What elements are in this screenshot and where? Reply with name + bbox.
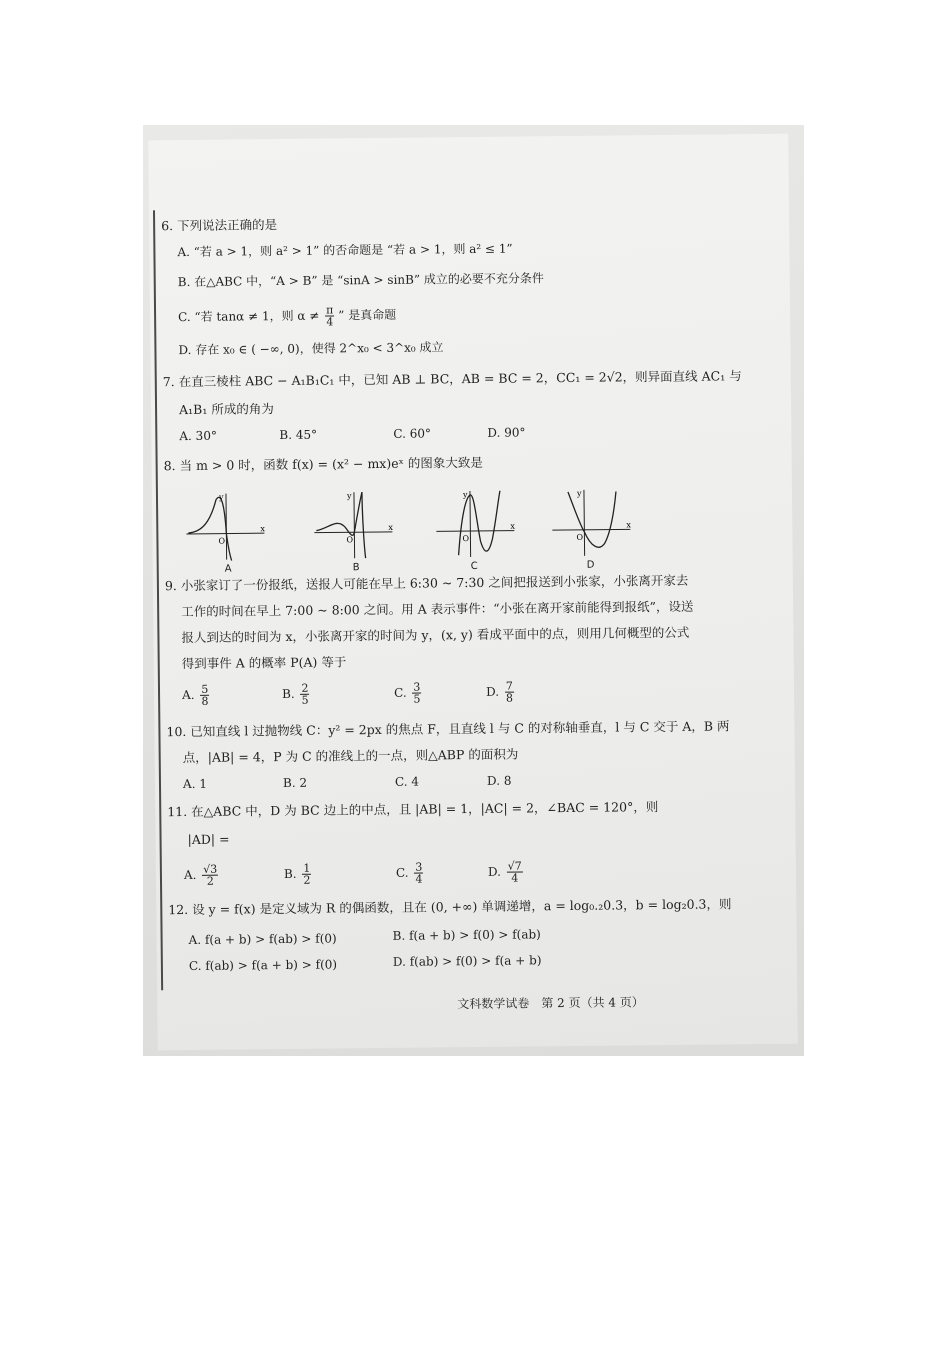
q8-label-c: C bbox=[470, 560, 478, 573]
q9-b-num: 2 bbox=[301, 681, 309, 695]
q8-c-x-label: x bbox=[510, 521, 515, 531]
q9-line3: 报人到达的时间为 x，小张离开家的时间为 y，(x, y) 看成平面中的点，则用几何概型的公式 bbox=[181, 624, 690, 646]
q11-option-d bbox=[488, 860, 523, 883]
q9-line2: 工作的时间在早上 7:00 ~ 8:00 之间。用 A 表示事件：“小张在离开家前能得到报纸”，设送 bbox=[181, 598, 694, 620]
q11-a-den: 2 bbox=[206, 874, 214, 888]
q9-a-num: 5 bbox=[201, 682, 209, 696]
q11-option-a bbox=[184, 864, 219, 887]
q8-c-origin: O bbox=[462, 534, 470, 544]
q11-d-num: √7 bbox=[507, 859, 522, 873]
q11-d-label: D. bbox=[487, 864, 502, 879]
q8-label-a: A bbox=[224, 563, 232, 575]
q9-d-frac bbox=[505, 681, 514, 704]
q9-a-den: 8 bbox=[201, 694, 209, 708]
q10-line2: 点，|AB| = 4，P 为 C 的准线上的一点，则△ABP 的面积为 bbox=[182, 746, 519, 766]
q12-option-c: C. f(ab) > f(a + b) > f(0) bbox=[188, 957, 338, 973]
q6-c-den: 4 bbox=[326, 315, 334, 329]
q7-option-d: D. 90° bbox=[487, 425, 526, 440]
q6-option-c-pre: C. “若 tanα ≠ 1，则 α ≠ bbox=[178, 308, 320, 325]
q11-a-frac bbox=[202, 864, 218, 887]
q9-c-den: 5 bbox=[413, 692, 421, 706]
q8-graph-b bbox=[312, 490, 397, 561]
q11-c-den: 4 bbox=[415, 872, 423, 886]
q8-b-origin: O bbox=[346, 535, 354, 545]
q8-a-y-label: y bbox=[218, 492, 224, 502]
q11-c-label: C. bbox=[395, 865, 409, 880]
q12-option-d: D. f(ab) > f(0) > f(a + b) bbox=[392, 953, 542, 969]
q8-stem: 8. 当 m > 0 时，函数 f(x) = (x² − mx)eˣ 的图象大致是 bbox=[163, 454, 483, 474]
q8-c-y-label: y bbox=[462, 490, 468, 500]
q7-option-c: C. 60° bbox=[393, 426, 432, 441]
q9-b-label: B. bbox=[281, 686, 295, 702]
margin-line bbox=[153, 210, 163, 990]
q11-option-c bbox=[396, 862, 424, 885]
q11-a-label: A. bbox=[183, 867, 197, 883]
q6-option-d: D. 存在 x₀ ∈ ( −∞, 0)，使得 2^x₀ < 3^x₀ 成立 bbox=[178, 340, 444, 358]
page-footer: 文科数学试卷 第 2 页（共 4 页） bbox=[457, 995, 644, 1012]
q9-a-frac bbox=[200, 684, 209, 707]
q9-b-frac bbox=[300, 683, 309, 706]
q8-a-origin: O bbox=[218, 536, 226, 546]
q10-option-a: A. 1 bbox=[182, 776, 208, 792]
q8-a-x-label: x bbox=[260, 524, 265, 534]
q8-label-d: D bbox=[586, 559, 595, 571]
q8-graph-c bbox=[434, 489, 519, 560]
q8-b-x-label: x bbox=[388, 522, 393, 532]
q10-line1: 10. 已知直线 l 过抛物线 C：y² = 2px 的焦点 F，且直线 l 与 C 的对称轴垂直，l 与 C 交于 A，B 两 bbox=[166, 718, 730, 740]
q11-b-frac bbox=[302, 863, 311, 886]
q9-d-label: D. bbox=[485, 684, 500, 699]
q6-option-c bbox=[178, 304, 396, 329]
q10-option-d: D. 8 bbox=[486, 773, 512, 788]
q9-c-num: 3 bbox=[413, 680, 421, 694]
q9-c-label: C. bbox=[393, 685, 407, 700]
q11-option-b bbox=[284, 863, 312, 886]
q8-d-origin: O bbox=[576, 532, 584, 542]
q9-line1: 9. 小张家订了一份报纸，送报人可能在早上 6:30 ~ 7:30 之间把报送到小张家，小张离开家去 bbox=[164, 572, 689, 594]
q8-b-y-label: y bbox=[346, 491, 352, 501]
q6-option-b: B. 在△ABC 中，“A > B” 是 “sinA > sinB” 成立的必要不充分条件 bbox=[177, 271, 544, 290]
q7-option-a: A. 30° bbox=[179, 428, 218, 444]
q9-option-b bbox=[282, 683, 310, 706]
q11-c-frac bbox=[414, 862, 423, 885]
q6-stem: 6. 下列说法正确的是 bbox=[161, 217, 278, 234]
q11-line1: 11. 在△ABC 中，D 为 BC 边上的中点，且 |AB| = 1，|AC| = 2，∠BAC = 120°，则 bbox=[167, 799, 659, 820]
q11-d-frac bbox=[507, 860, 523, 883]
q8-graph-a bbox=[184, 491, 269, 562]
q6-option-a: A. “若 a > 1，则 a² > 1” 的否命题是 “若 a > 1，则 a² ≤ 1” bbox=[177, 241, 513, 260]
q7-stem-line2: A₁B₁ 所成的角为 bbox=[178, 401, 274, 418]
q12-option-a: A. f(a + b) > f(ab) > f(0) bbox=[188, 931, 337, 947]
q8-graph-d bbox=[550, 487, 635, 558]
q8-label-b: B bbox=[352, 562, 360, 574]
q9-option-d bbox=[486, 681, 514, 704]
q8-d-x-label: x bbox=[626, 520, 631, 530]
q7-option-b: B. 45° bbox=[279, 427, 318, 443]
q10-option-c: C. 4 bbox=[394, 774, 420, 789]
q9-d-num: 7 bbox=[505, 679, 513, 693]
q9-option-a bbox=[182, 684, 210, 707]
q11-d-den: 4 bbox=[511, 871, 519, 885]
q12-stem: 12. 设 y = f(x) 是定义域为 R 的偶函数，且在 (0, +∞) 单调递增，a = log₀.₂0.3，b = log₂0.3，则 bbox=[168, 896, 732, 918]
q9-d-den: 8 bbox=[505, 691, 514, 705]
q6-c-num: π bbox=[326, 303, 334, 317]
photo-frame bbox=[143, 125, 804, 1056]
q7-stem-line1: 7. 在直三棱柱 ABC − A₁B₁C₁ 中，已知 AB ⊥ BC，AB = BC = 2，CC₁ = 2√2，则异面直线 AC₁ 与 bbox=[162, 368, 742, 390]
q6-option-c-post: ” 是真命题 bbox=[338, 307, 397, 323]
q9-line4: 得到事件 A 的概率 P(A) 等于 bbox=[181, 654, 347, 672]
q9-c-frac bbox=[412, 682, 421, 705]
q6-option-c-frac bbox=[325, 304, 334, 327]
q11-b-label: B. bbox=[283, 866, 297, 881]
q11-b-den: 2 bbox=[303, 873, 311, 887]
q9-b-den: 5 bbox=[301, 693, 309, 707]
q11-c-num: 3 bbox=[415, 860, 423, 874]
q11-line2: |AD| = bbox=[187, 831, 230, 848]
q8-d-y-label: y bbox=[576, 488, 582, 498]
exam-sheet bbox=[148, 134, 797, 1051]
q11-a-num: √3 bbox=[203, 862, 218, 876]
q9-option-c bbox=[394, 682, 422, 705]
q10-option-b: B. 2 bbox=[282, 775, 308, 790]
q12-option-b: B. f(a + b) > f(0) > f(ab) bbox=[392, 927, 541, 943]
q9-a-label: A. bbox=[181, 687, 195, 703]
q11-b-num: 1 bbox=[303, 861, 311, 875]
